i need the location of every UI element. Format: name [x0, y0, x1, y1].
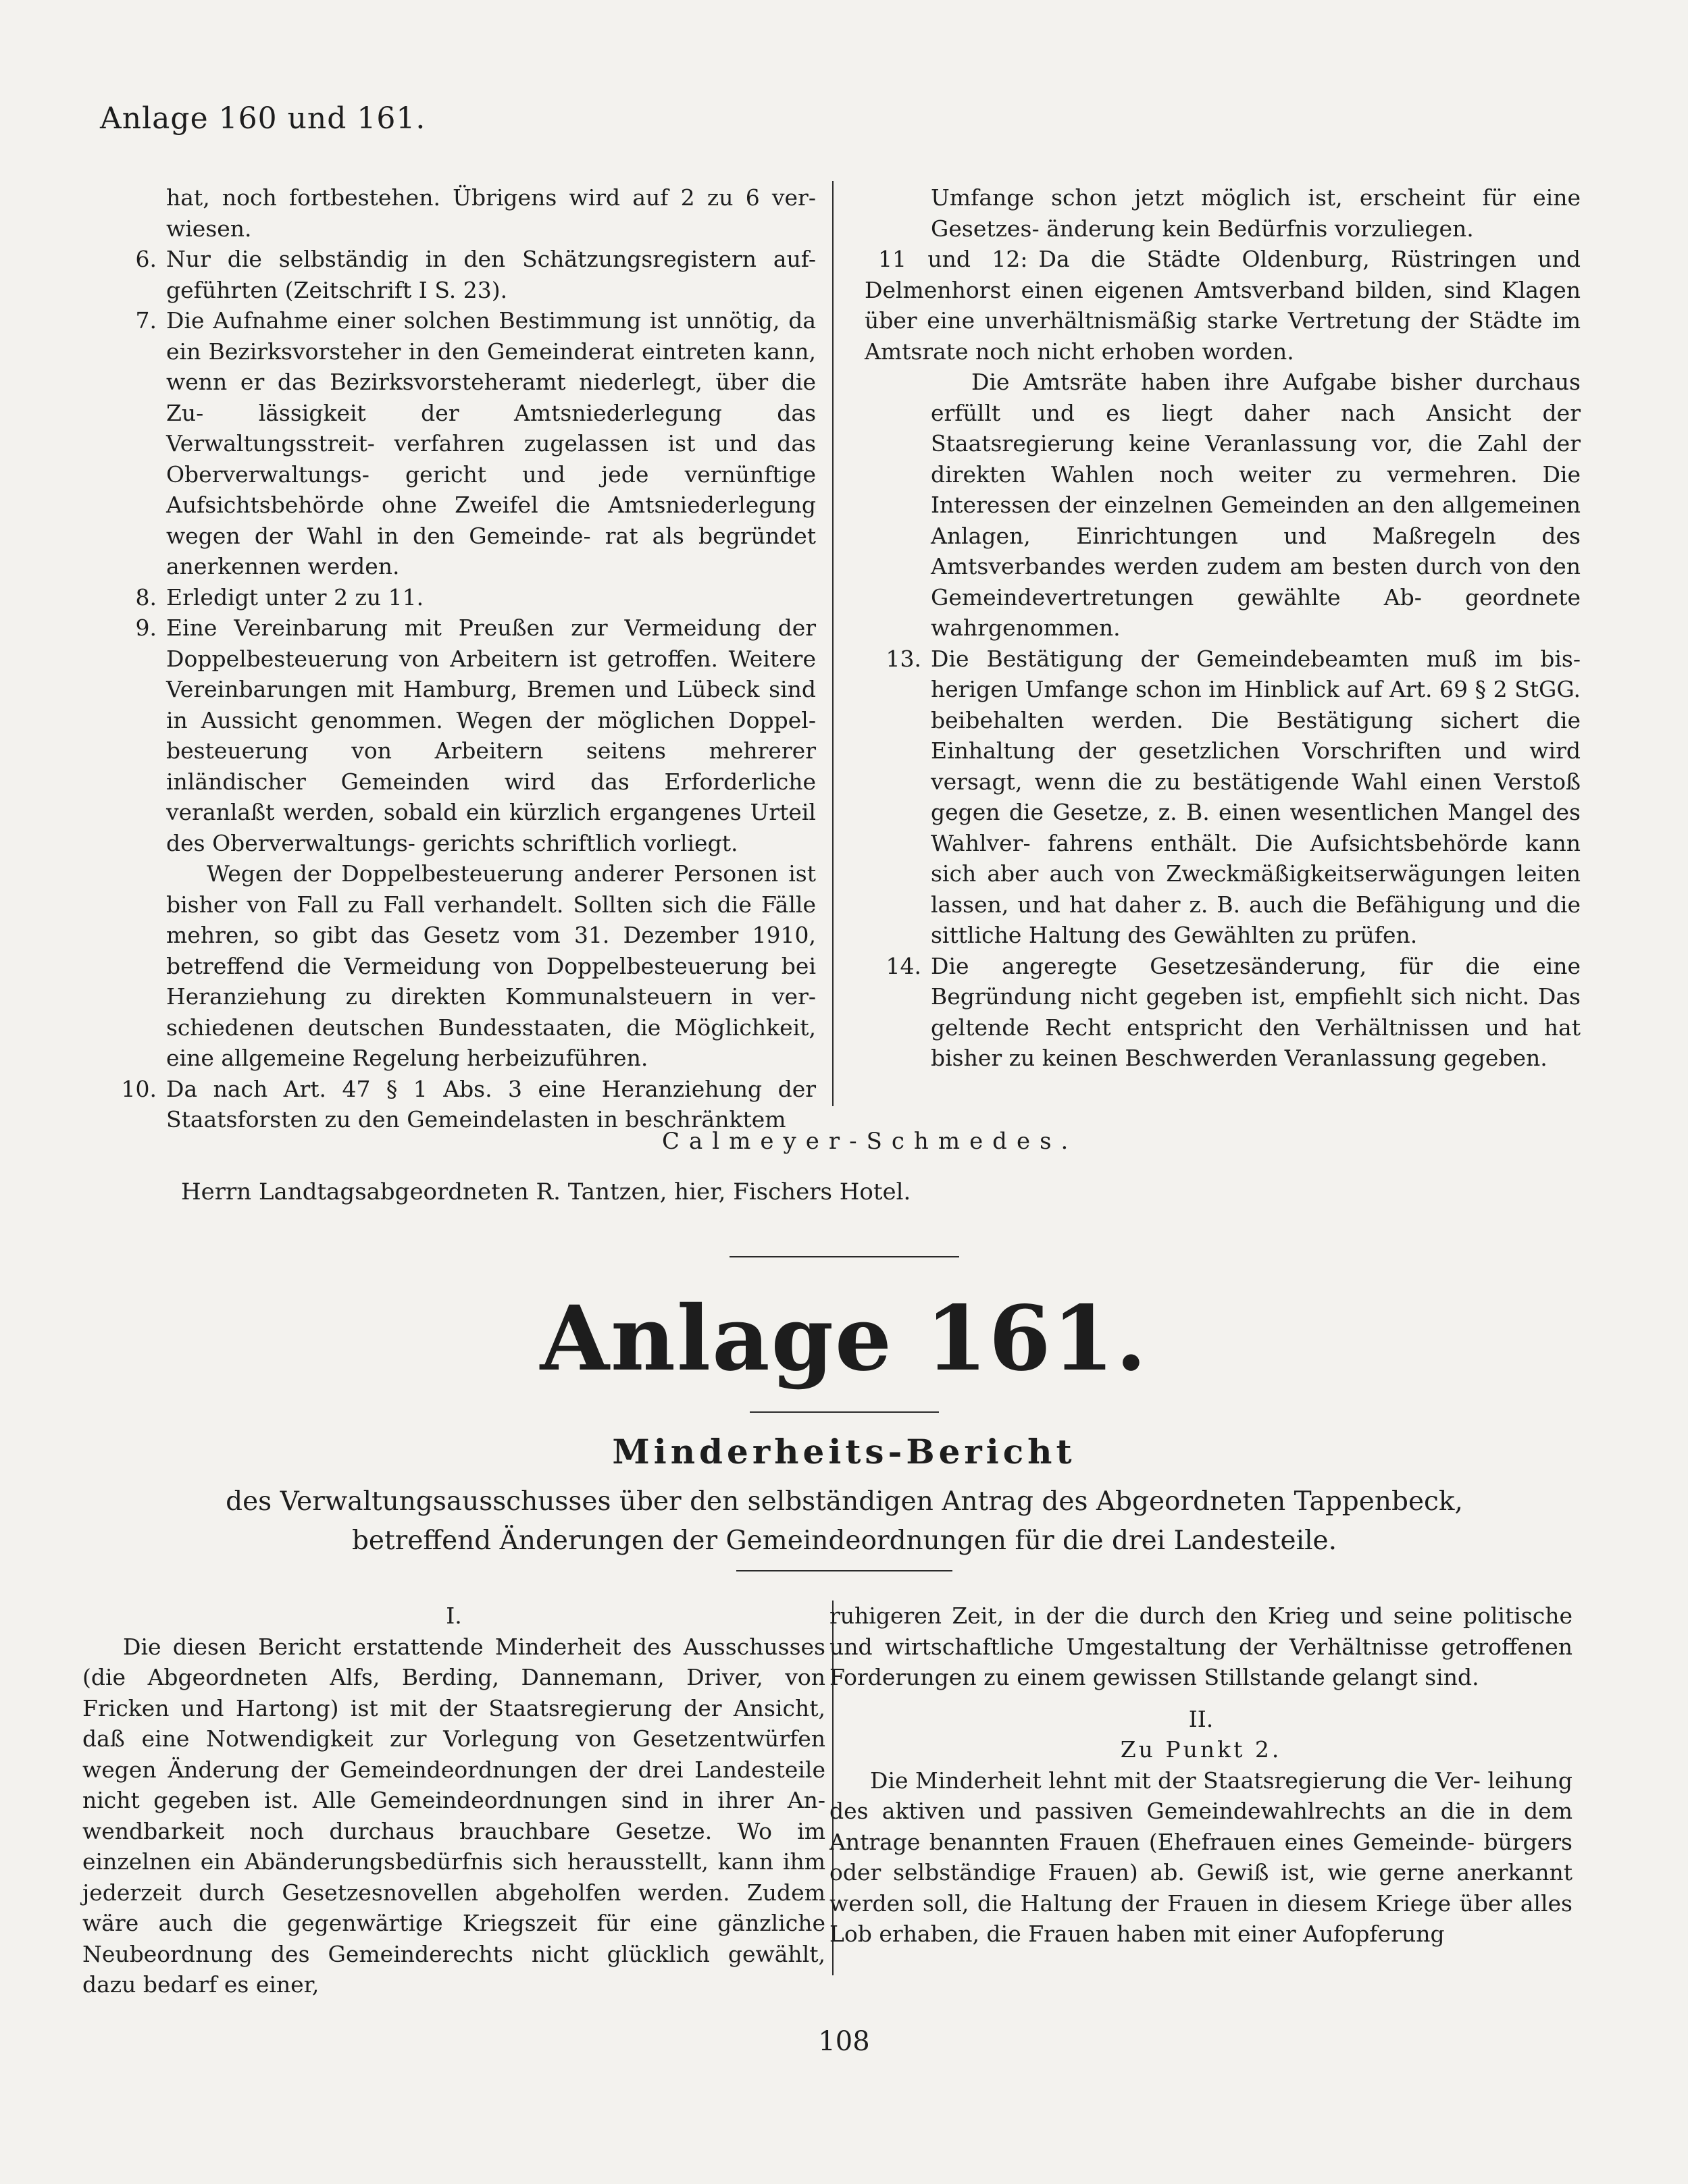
- column-divider-top: [832, 181, 834, 1106]
- left-block-6: [100, 244, 816, 305]
- left-block-9: [100, 613, 816, 858]
- signature: Calmeyer-Schmedes.: [662, 1128, 1078, 1155]
- item-number: 13.: [886, 645, 921, 672]
- block-text: Die Bestätigung der Gemeindebeamten muß im bis- herigen Umfange schon im Hinblick auf Art. 69 § 2 StGG. beibehalten werden. Die Bestätigung sichert die Einhaltung der gesetzlichen Vorschriften und wird versagt, wenn die zu bestätigende Wahl einen Verstoß gegen die Gesetze, z. B. einen wesentlichen Mangel des Wahlver- fahrens enthält. Die Aufsichtsbehörde kann sich aber auch von Zweckmäßigkeitserwägungen leiten lassen, und hat daher z. B. auch die Befähigung und die sittliche Haltung des Gewählten zu prüfen.: [931, 645, 1581, 948]
- description-divider: [736, 1570, 952, 1571]
- item-number: 6.: [135, 246, 157, 272]
- left-block-10: [100, 1074, 816, 1135]
- running-head: Anlage 160 und 161.: [100, 101, 426, 136]
- anlage161-description: [101, 1482, 1587, 1561]
- item-number: 9.: [135, 615, 157, 641]
- section-heading-1: I.: [446, 1603, 462, 1629]
- anlage161-right-column: [829, 1601, 1572, 1950]
- item-number: 14.: [886, 952, 921, 979]
- title-divider: [750, 1411, 939, 1413]
- block-text: hat, noch fortbestehen. Übrigens wird auf 2 zu 6 ver- wiesen.: [166, 184, 816, 242]
- right-block-14: [865, 951, 1581, 1074]
- right-block-11-12: [865, 244, 1581, 367]
- right-paragraph-1: ruhigeren Zeit, in der die durch den Krieg und seine politische und wirtschaftliche Umgestaltung der Verhältnisse getroffenen Forderungen zu einem gewissen Stillstande gelangt sind.: [829, 1603, 1572, 1690]
- anlage161-subtitle: Minderheits-Bericht: [612, 1432, 1076, 1472]
- block-text: Die angeregte Gesetzesänderung, für die eine Begründung nicht gegeben ist, empfiehlt sich nicht. Das geltende Recht entspricht den Verhältnissen und hat bisher zu keinen Beschwerden Veranlassung gegeben.: [931, 952, 1581, 1071]
- item-number: 7.: [135, 307, 157, 334]
- left-block-0: [100, 182, 816, 244]
- item-number: 10.: [121, 1075, 157, 1102]
- left-block-9-continued: [100, 858, 816, 1074]
- block-text: Wegen der Doppelbesteuerung anderer Personen ist bisher von Fall zu Fall verhandelt. Sollten sich die Fälle mehren, so gibt das Gesetz vom 31. Dezember 1910, betreffend die Vermeidung von Doppelbesteuerung bei Heranziehung zu direkten Kommunalsteuern in ver- schiedenen deutschen Bundesstaaten, die Möglichkeit, eine allgemeine Regelung herbeizuführen.: [166, 860, 816, 1071]
- right-block-10-continued: [865, 182, 1581, 244]
- block-text: Die Amtsräte haben ihre Aufgabe bisher durchaus erfüllt und es liegt daher nach Ansicht der Staatsregierung keine Veranlassung vor, die Zahl der direkten Wahlen noch weiter zu vermehren. Die Interessen der einzelnen Gemeinden an den allgemeinen Anlagen, Einrichtungen und Maßregeln des Amtsverbandes werden zudem am besten durch von den Gemeindevertretungen gewählte Ab- geordnete wahrgenommen.: [931, 369, 1581, 641]
- right-block-11-12-continued: [865, 367, 1581, 644]
- anlage161-title: Anlage 161.: [540, 1286, 1148, 1391]
- block-text: Da nach Art. 47 § 1 Abs. 3 eine Heranziehung der Staatsforsten zu den Gemeindelasten in beschränktem: [166, 1075, 816, 1133]
- left-paragraph: Die diesen Bericht erstattende Minderheit des Ausschusses (die Abgeordneten Alfs, Berding, Dannemann, Driver, von Fricken und Hartong) ist mit der Staatsregierung der Ansicht, daß eine Notwendigkeit zur Vorlegung von Gesetzentwürfen wegen Änderung der Gemeindeordnungen der drei Landesteile nicht gegeben ist. Alle Gemeindeordnungen sind in ihrer An- wendbarkeit noch durchaus brauchbare Gesetze. Wo im einzelnen ein Abänderungsbedürfnis sich herausstellt, kann ihm jederzeit durch Gesetzesnovellen abgeholfen werden. Zudem wäre auch die gegenwärtige Kriegszeit für eine gänzliche Neubeordnung des Gemeinderechts nicht glücklich gewählt, dazu bedarf es einer,: [82, 1633, 825, 1998]
- addressee: Herrn Landtagsabgeordneten R. Tantzen, hier, Fischers Hotel.: [181, 1178, 911, 1205]
- page-number: 108: [818, 2026, 870, 2057]
- description-line-1: des Verwaltungsausschusses über den selbständigen Antrag des Abgeordneten Tappenbeck,: [226, 1486, 1463, 1517]
- item-number: 8.: [135, 583, 157, 610]
- section-subheading-2: Zu Punkt 2.: [1120, 1736, 1282, 1763]
- section-divider: [730, 1256, 959, 1257]
- description-line-2: betreffend Änderungen der Gemeindeordnungen für die drei Landesteile.: [351, 1526, 1337, 1556]
- anlage160-right-column: [865, 182, 1581, 1074]
- block-text: Erledigt unter 2 zu 11.: [166, 583, 424, 610]
- section-heading-2: II.: [1188, 1705, 1214, 1732]
- left-block-7: [100, 305, 816, 582]
- block-text: Nur die selbständig in den Schätzungsregistern auf- geführten (Zeitschrift I S. 23).: [166, 246, 816, 303]
- block-text: Umfange schon jetzt möglich ist, erscheint für eine Gesetzes- änderung kein Bedürfnis vorzuliegen.: [931, 184, 1581, 242]
- block-text: Eine Vereinbarung mit Preußen zur Vermeidung der Doppelbesteuerung von Arbeitern ist getroffen. Weitere Vereinbarungen mit Hamburg, Bremen und Lübeck sind in Aussicht genommen. Wegen der möglichen Doppel- besteuerung von Arbeitern seitens mehrerer inländischer Gemeinden wird das Erforderliche veranlaßt werden, sobald ein kürzlich ergangenes Urteil des Oberverwaltungs- gerichts schriftlich vorliegt.: [166, 615, 816, 856]
- anlage160-left-column: [100, 182, 816, 1135]
- block-text: Die Aufnahme einer solchen Bestimmung ist unnötig, da ein Bezirksvorsteher in den Gemeinderat eintreten kann, wenn er das Bezirksvorsteheramt niederlegt, über die Zu- lässigkeit der Amtsniederlegung das Verwaltungsstreit- verfahren zugelassen ist und das Oberverwaltungs- gericht und jede vernünftige Aufsichtsbehörde ohne Zweifel die Amtsniederlegung wegen der Wahl in den Gemeinde- rat als begründet anerkennen werden.: [166, 307, 816, 579]
- item-number: 11 und 12:: [878, 246, 1028, 272]
- block-text: Da die Städte Oldenburg, Rüstringen und Delmenhorst einen eigenen Amtsverband bilden, sind Klagen über eine unverhältnismäßig starke Vertretung der Städte im Amtsrate noch nicht erhoben worden.: [865, 246, 1581, 365]
- right-block-13: [865, 644, 1581, 951]
- left-block-8: [100, 582, 816, 613]
- right-paragraph-2: Die Minderheit lehnt mit der Staatsregierung die Ver- leihung des aktiven und passiven Gemeindewahlrechts an die in dem Antrage benannten Frauen (Ehefrauen eines Gemeinde- bürgers oder selbständige Frauen) ab. Gewiß ist, wie gerne anerkannt werden soll, die Haltung der Frauen in diesem Kriege über alles Lob erhaben, die Frauen haben mit einer Aufopferung: [829, 1767, 1572, 1947]
- anlage161-left-column: [82, 1601, 825, 2000]
